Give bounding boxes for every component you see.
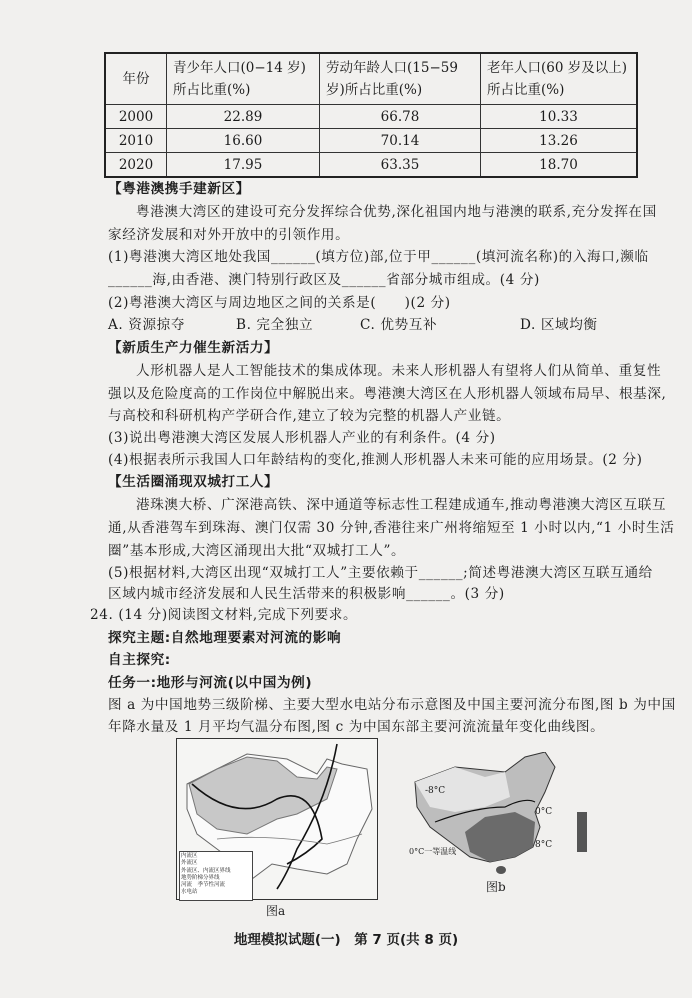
legend-item: 外流区、内流区界线: [181, 867, 231, 874]
table-row: [105, 129, 637, 153]
cell: 10.33: [481, 105, 638, 129]
option-b: B. 完全独立: [236, 317, 314, 333]
paragraph-line: 圈”基本形成,大湾区涌现出大批“双城打工人”。: [108, 543, 406, 559]
china-precipitation-map: [395, 752, 620, 877]
paragraph-line: 人形机器人是人工智能技术的集成体现。未来人形机器人有望将人们从简单、重复性: [136, 363, 662, 379]
paragraph-line: 粤港澳大湾区的建设可充分发挥综合优势,深化祖国内地与港澳的联系,充分发挥在国: [136, 204, 657, 220]
question-5-cont: 区域内城市经济发展和人民生活带来的积极影响______。(3 分): [108, 586, 505, 602]
question-24: 24. (14 分)阅读图文材料,完成下列要求。: [90, 607, 358, 623]
figure-a-caption: 图a: [266, 904, 286, 918]
figure-a-legend: [179, 851, 253, 901]
paragraph-line: 港珠澳大桥、广深港高铁、深中通道等标志性工程建成通车,推动粤港澳大湾区互联互: [136, 497, 667, 513]
isotherm-label-0: 0°C: [535, 807, 553, 817]
paragraph-line: 通,从香港驾车到珠海、澳门仅需 30 分钟,香港往来广州将缩短至 1 小时以内,“1 小时生活: [108, 520, 675, 536]
paragraph-line: 家经济发展和对外开放中的引领作用。: [108, 227, 350, 243]
legend-item: 内流区: [181, 853, 198, 859]
option-d: D. 区域均衡: [520, 317, 598, 333]
cell: 63.35: [320, 153, 481, 178]
cell: 17.95: [167, 153, 320, 178]
header-working: 劳动年龄人口(15−59 岁)所占比重(%): [320, 53, 481, 105]
legend-item: 外流区: [181, 860, 198, 867]
header-elderly: 老年人口(60 岁及以上)所占比重(%): [481, 53, 638, 105]
question-1: (1)粤港澳大湾区地处我国______(填方位)部,位于甲______(填河流名称)的入海口,濒临: [108, 249, 649, 265]
table-row: [105, 153, 637, 178]
cell: 2020: [105, 153, 167, 178]
topic-line: 探究主题:自然地理要素对河流的影响: [108, 630, 342, 646]
section-heading: 【生活圈涌现双城打工人】: [108, 474, 279, 490]
population-table: [104, 52, 638, 178]
figure-b-caption: 图b: [486, 880, 506, 894]
question-2: (2)粤港澳大湾区与周边地区之间的关系是( )(2 分): [108, 295, 451, 311]
isotherm-legend-label: 0°C一等温线: [409, 847, 457, 856]
legend-item: 地势阶梯分界线: [181, 874, 220, 881]
cell: 13.26: [481, 129, 638, 153]
figure-a-map: [176, 738, 378, 900]
header-year: 年份: [105, 53, 167, 105]
question-3: (3)说出粤港澳大湾区发展人形机器人产业的有利条件。(4 分): [108, 430, 496, 446]
option-c: C. 优势互补: [360, 317, 438, 333]
paragraph-line: 与高校和科研机构产学研合作,建立了较为完整的机器人产业链。: [108, 408, 511, 424]
question-4: (4)根据表所示我国人口年龄结构的变化,推测人形机器人未来可能的应用场景。(2 分): [108, 452, 643, 468]
option-a: A. 资源掠夺: [108, 317, 186, 333]
isotherm-label-8: 8°C: [535, 840, 553, 850]
legend-item: 水电站: [181, 889, 198, 896]
question-5: (5)根据材料,大湾区出现“双城打工人”主要依赖于______;简述粤港澳大湾区互联互通给: [108, 565, 653, 581]
cell: 2010: [105, 129, 167, 153]
legend-item: 河流 季节性河流: [181, 882, 226, 889]
section-heading: 【新质生产力催生新活力】: [108, 340, 279, 356]
header-youth: 青少年人口(0−14 岁)所占比重(%): [167, 53, 320, 105]
cell: 18.70: [481, 153, 638, 178]
page-footer: 地理模拟试题(一) 第 7 页(共 8 页): [233, 932, 459, 948]
paragraph-line: 年降水量及 1 月平均气温分布图,图 c 为中国东部主要河流流量年变化曲线图。: [108, 719, 605, 735]
task-one-label: 任务一:地形与河流(以中国为例): [108, 675, 313, 691]
table-header-row: [105, 53, 637, 105]
question-1-cont: ______海,由香港、澳门特别行政区及______省部分城市组成。(4 分): [108, 272, 540, 288]
paragraph-line: 图 a 为中国地势三级阶梯、主要大型水电站分布示意图及中国主要河流分布图,图 b 为中国: [108, 697, 676, 713]
isotherm-label-minus8: -8°C: [425, 786, 446, 796]
cell: 70.14: [320, 129, 481, 153]
cell: 2000: [105, 105, 167, 129]
cell: 66.78: [320, 105, 481, 129]
cell: 22.89: [167, 105, 320, 129]
figure-b-map: [395, 752, 620, 877]
table-row: [105, 105, 637, 129]
cell: 16.60: [167, 129, 320, 153]
self-study-label: 自主探究:: [108, 652, 171, 668]
paragraph-line: 强以及危险度高的工作岗位中解脱出来。粤港澳大湾区在人形机器人领域布局早、根基深,: [108, 386, 667, 402]
section-heading: 【粤港澳携手建新区】: [108, 181, 250, 197]
